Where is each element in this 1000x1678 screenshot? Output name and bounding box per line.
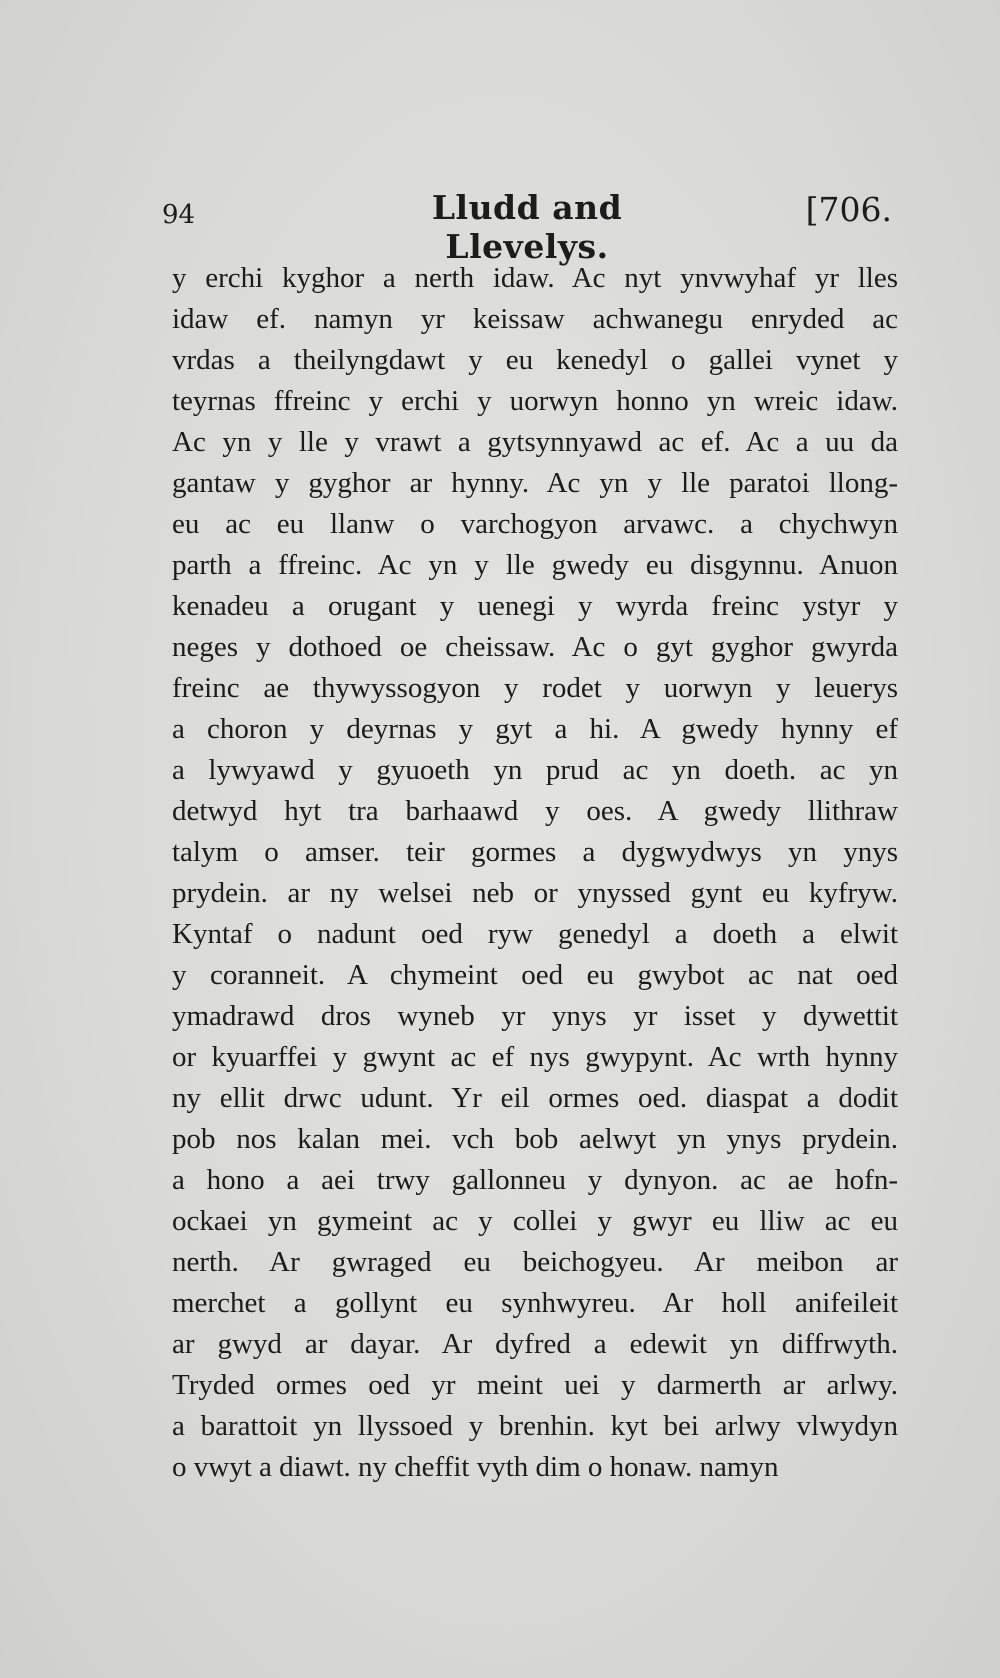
text-line: prydein. ar ny welsei neb or ynyssed gynt eu kyfryw. xyxy=(172,877,898,909)
text-line: y coranneit. A chymeint oed eu gwybot ac nat oed xyxy=(172,959,898,991)
reference-number: [706. xyxy=(805,190,892,229)
text-line: y erchi kyghor a nerth idaw. Ac nyt ynvwyhaf yr lles xyxy=(172,262,898,294)
text-line: Tryded ormes oed yr meint uei y darmerth ar arlwy. xyxy=(172,1369,898,1401)
text-line: a barattoit yn llyssoed y brenhin. kyt bei arlwy vlwydyn xyxy=(172,1410,898,1442)
text-line: eu ac eu llanw o varchogyon arvawc. a chychwyn xyxy=(172,508,898,540)
text-line: or kyuarffei y gwynt ac ef nys gwypynt. Ac wrth hynny xyxy=(172,1041,898,1073)
text-line: teyrnas ffreinc y erchi y uorwyn honno yn wreic idaw. xyxy=(172,385,898,417)
text-line: ny ellit drwc udunt. Yr eil ormes oed. diaspat a dodit xyxy=(172,1082,898,1114)
text-line: ockaei yn gymeint ac y collei y gwyr eu lliw ac eu xyxy=(172,1205,898,1237)
text-line: parth a ffreinc. Ac yn y lle gwedy eu disgynnu. Anuon xyxy=(172,549,898,581)
text-line: a hono a aei trwy gallonneu y dynyon. ac ae hofn- xyxy=(172,1164,898,1196)
text-line: detwyd hyt tra barhaawd y oes. A gwedy llithraw xyxy=(172,795,898,827)
text-line: gantaw y gyghor ar hynny. Ac yn y lle paratoi llong- xyxy=(172,467,898,499)
text-line: Kyntaf o nadunt oed ryw genedyl a doeth a elwit xyxy=(172,918,898,950)
text-line: ar gwyd ar dayar. Ar dyfred a edewit yn diffrwyth. xyxy=(172,1328,898,1360)
page-header xyxy=(162,188,892,266)
text-line: merchet a gollynt eu synhwyreu. Ar holl anifeileit xyxy=(172,1287,898,1319)
text-line: o vwyt a diawt. ny cheffit vyth dim o honaw. namyn xyxy=(172,1451,779,1483)
text-line: nerth. Ar gwraged eu beichogyeu. Ar meibon ar xyxy=(172,1246,898,1278)
text-line: talym o amser. teir gormes a dygwydwys yn ynys xyxy=(172,836,898,868)
text-line: ymadrawd dros wyneb yr ynys yr isset y dywettit xyxy=(172,1000,898,1032)
text-line: a lywyawd y gyuoeth yn prud ac yn doeth. ac yn xyxy=(172,754,898,786)
text-line: freinc ae thywyssogyon y rodet y uorwyn y leuerys xyxy=(172,672,898,704)
text-line: idaw ef. namyn yr keissaw achwanegu enryded ac xyxy=(172,303,898,335)
page-number: 94 xyxy=(162,200,196,230)
text-line: vrdas a theilyngdawt y eu kenedyl o gallei vynet y xyxy=(172,344,898,376)
text-line: pob nos kalan mei. vch bob aelwyt yn ynys prydein. xyxy=(172,1123,898,1155)
running-title: Lludd and Llevelys. xyxy=(431,188,623,266)
text-line: Ac yn y lle y vrawt a gytsynnyawd ac ef. Ac a uu da xyxy=(172,426,898,458)
text-line: kenadeu a orugant y uenegi y wyrda freinc ystyr y xyxy=(172,590,898,622)
text-line: neges y dothoed oe cheissaw. Ac o gyt gyghor gwyrda xyxy=(172,631,898,663)
body-text xyxy=(172,258,898,1488)
text-line: a choron y deyrnas y gyt a hi. A gwedy hynny ef xyxy=(172,713,898,745)
